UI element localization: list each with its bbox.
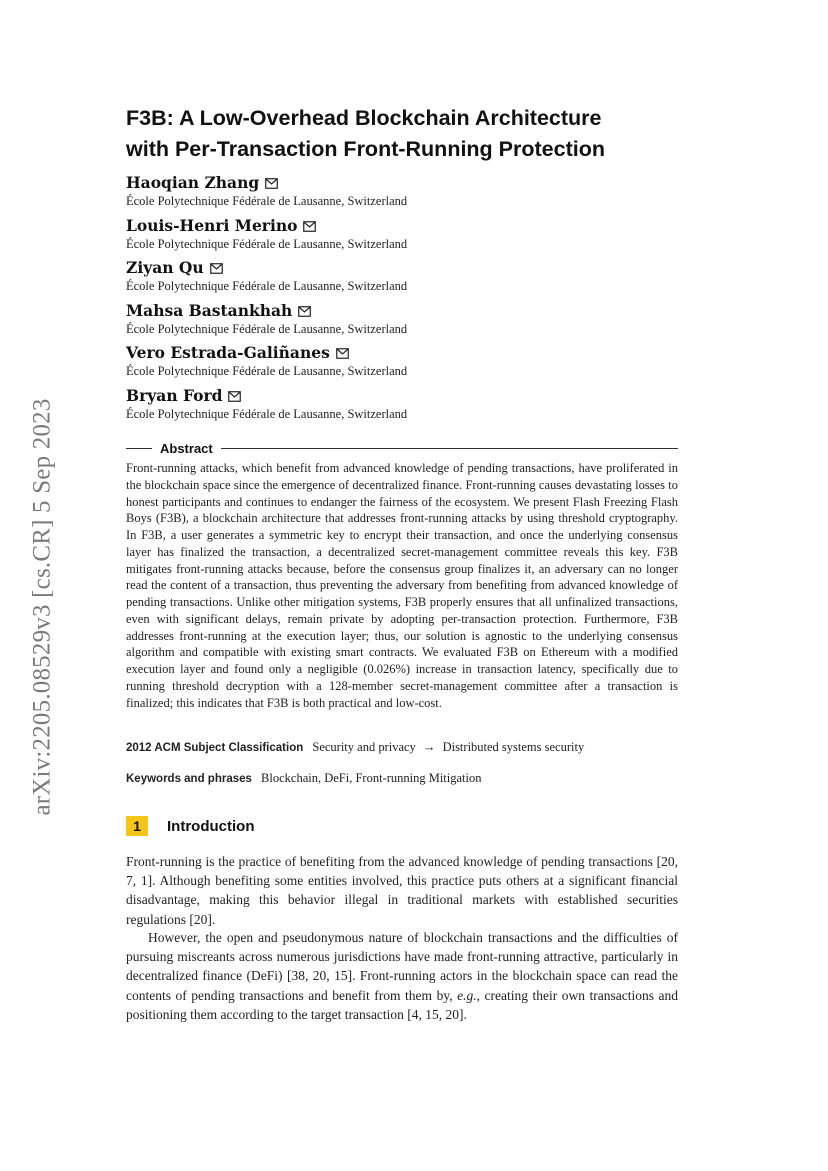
author-name: Haoqian Zhang [126, 173, 260, 192]
author-entry [126, 172, 686, 215]
author-affiliation: École Polytechnique Fédérale de Lausanne, Switzerland [126, 364, 408, 378]
author-list [126, 172, 686, 427]
email-icon[interactable] [228, 389, 241, 407]
author-affiliation: École Polytechnique Fédérale de Lausanne, Switzerland [126, 279, 408, 293]
keywords-value: Blockchain, DeFi, Front-running Mitigation [261, 771, 482, 785]
paper-title [126, 103, 706, 165]
author-affiliation: École Polytechnique Fédérale de Lausanne, Switzerland [126, 194, 408, 208]
author-affiliation: École Polytechnique Fédérale de Lausanne, Switzerland [126, 321, 408, 336]
section-title: Introduction [167, 817, 255, 835]
email-icon[interactable] [336, 346, 349, 364]
author-name: Mahsa Bastankhah [126, 300, 293, 320]
email-icon[interactable] [265, 176, 278, 194]
author-entry [126, 385, 686, 428]
author-entry [126, 300, 686, 343]
email-icon[interactable] [210, 261, 223, 279]
divider [221, 448, 678, 449]
acm-label: 2012 ACM Subject Classification [126, 742, 304, 754]
author-name: Bryan Ford [126, 385, 223, 405]
abstract-body: Front-running attacks, which benefit from advanced knowledge of pending transactions, have proliferated in the blockchain space since the emergence of decentralized finance. Front-running causes devastating losses to honest participants and continues to endanger the fairness of the ecosystem. We present Flash Freezing Flash Boys (F3B), a blockchain architecture that addresses front-running attacks by using threshold cryptography. In F3B, a user generates a symmetric key to encrypt their transaction, and once the underlying consensus layer has finalized the transaction, a decentralized secret-management committee reveals this key. F3B mitigates front-running attacks because, before the consensus group finalizes it, an adversary can no longer read the content of a transaction, thus preventing the adversary from benefiting from advanced knowledge of pending transactions. Unlike other mitigation systems, F3B properly ensures that all unfinalized transactions, even with significant delays, remain private by adopting per-transaction protection. Furthermore, F3B addresses front-running at the execution layer; thus, our solution is agnostic to the underlying consensus algorithm and compatible with existing smart contracts. We evaluated F3B on Ethereum with a modified execution layer and found only a negligible (0.026%) increase in transaction latency, specifically due to running threshold decryption with a 128-member secret-management committee after a transaction is finalized; this indicates that F3B is both practical and low-cost. [126, 461, 678, 710]
author-entry [126, 342, 686, 385]
acm-classification [126, 740, 686, 755]
title-line-1: F3B: A Low-Overhead Blockchain Architecture [126, 106, 602, 130]
acm-subcategory: Distributed systems security [442, 740, 585, 754]
paragraph-text: However, the open and pseudonymous nature of blockchain transactions and the difficulties of pursuing miscreants across numerous jurisdictions have made front-running attractive, particularly in decentralized finance (DeFi) [38, 20, 15]. Front-running actors in the blockchain space can read the contents of pending transactions and benefit from them by, [126, 930, 678, 1003]
author-name: Louis-Henri Merino [126, 215, 298, 235]
author-entry [126, 257, 686, 300]
arxiv-identifier-text: arXiv:2205.08529v3 [cs.CR] 5 Sep 2023 [29, 398, 56, 816]
abstract-header [126, 440, 678, 456]
email-icon[interactable] [298, 304, 311, 322]
abstract-heading: Abstract [160, 440, 213, 456]
body-paragraph: Front-running is the practice of benefiting from the advanced knowledge of pending transactions [20, 7, 1]. Although benefiting some entities involved, this practice puts others at a significant financial disadvantage, making this behavior illegal in traditional markets with established securities regulations [20]. [126, 854, 678, 927]
body-paragraph [126, 928, 678, 1024]
keywords [126, 771, 686, 786]
author-affiliation: École Polytechnique Fédérale de Lausanne, Switzerland [126, 406, 408, 421]
emphasis-text: e.g. [457, 987, 477, 1003]
author-name: Vero Estrada-Galiñanes [126, 343, 330, 362]
email-icon[interactable] [303, 219, 316, 237]
section-heading [126, 815, 254, 837]
keywords-label: Keywords and phrases [126, 773, 252, 785]
section-number: 1 [126, 816, 148, 836]
acm-category: Security and privacy [312, 740, 416, 754]
arxiv-identifier-stamp [28, 372, 58, 842]
divider [126, 448, 152, 449]
title-line-2: with Per-Transaction Front-Running Protection [126, 137, 605, 161]
paragraph-text: , creating their own transactions and positioning them according to the target transaction [4, 15, 20]. [126, 987, 678, 1022]
arrow-right-icon: → [422, 740, 436, 754]
author-affiliation: École Polytechnique Fédérale de Lausanne, Switzerland [126, 236, 408, 251]
author-name: Ziyan Qu [126, 258, 204, 277]
author-entry [126, 215, 686, 258]
